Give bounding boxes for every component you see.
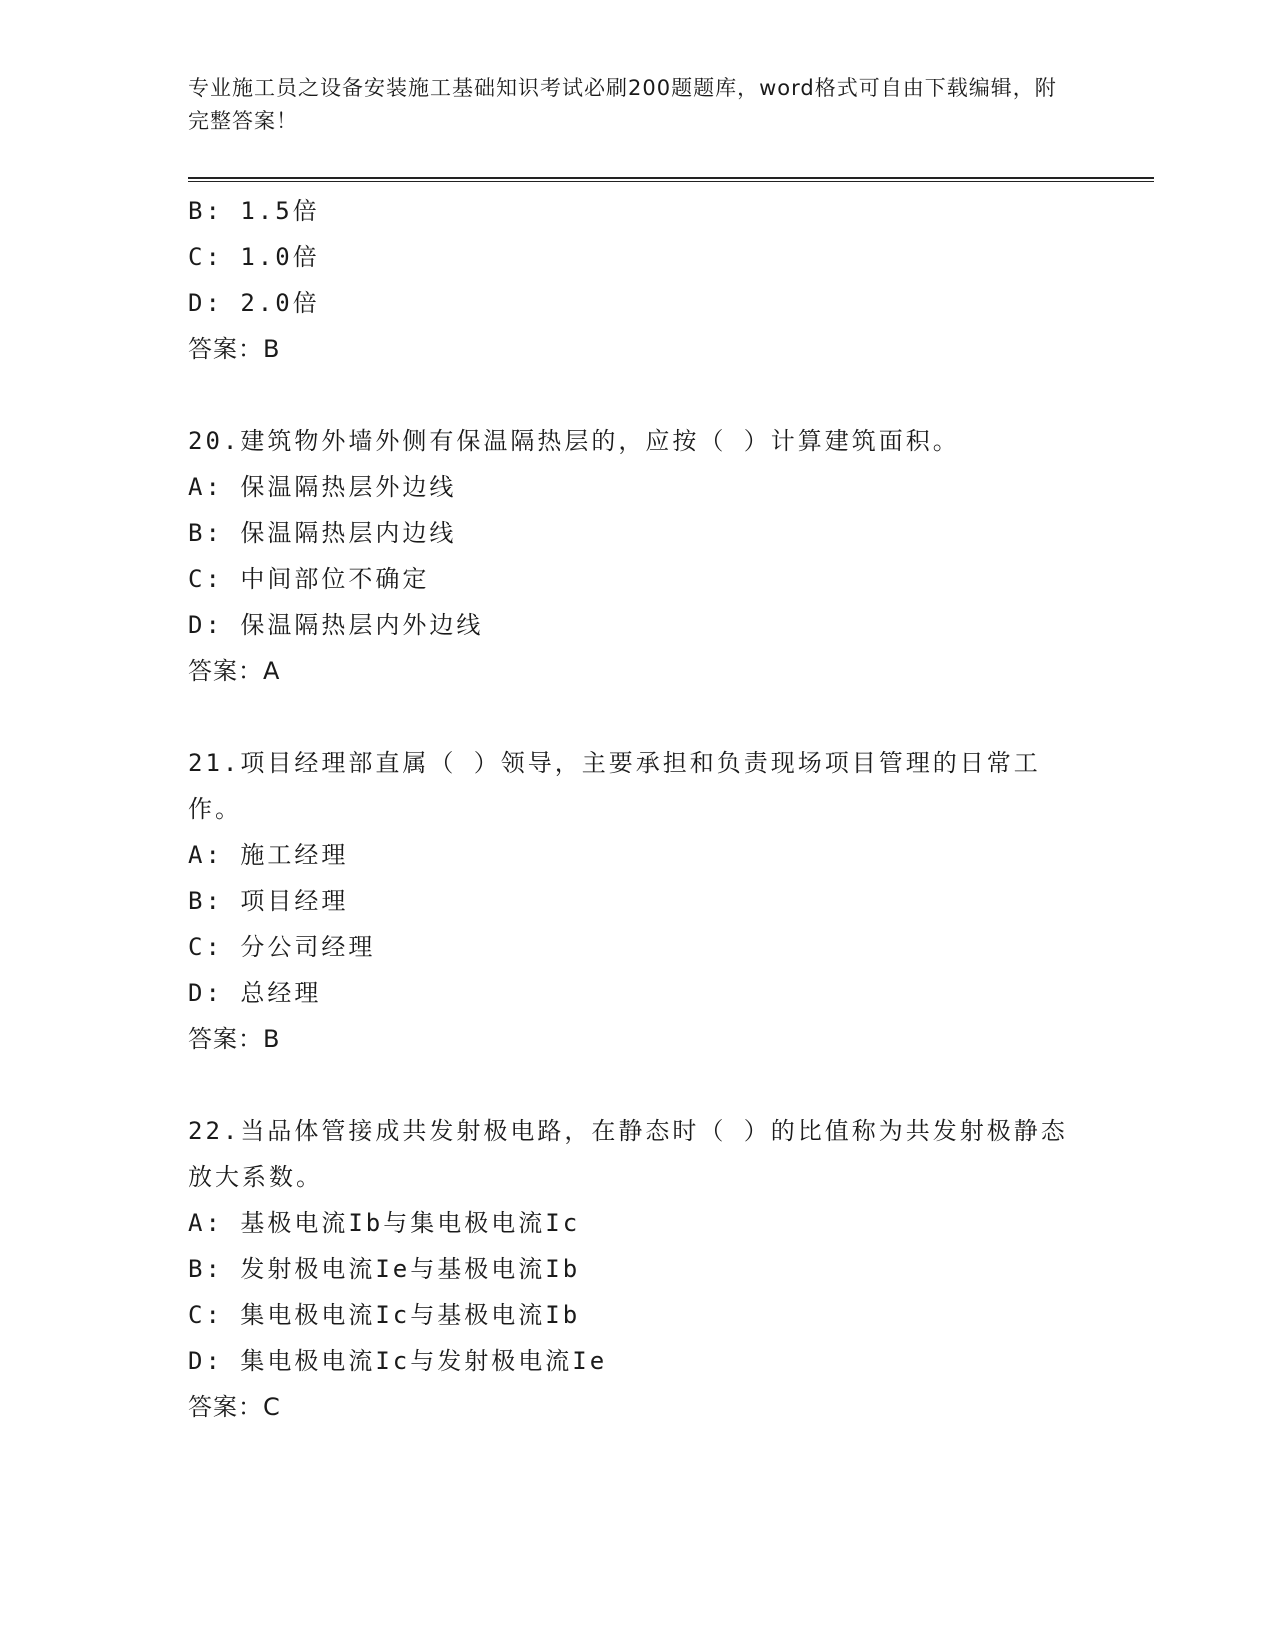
option-c: C: 中间部位不确定 (188, 565, 430, 593)
header-title: 专业施工员之设备安装施工基础知识考试必刷200题题库，word格式可自由下载编辑，附完整答案！ (188, 76, 1057, 133)
answer-line: 答案：A (188, 657, 281, 685)
option-a: A: 保温隔热层外边线 (188, 473, 457, 501)
option-b: B: 项目经理 (188, 887, 349, 915)
answer-line: 答案：C (188, 1393, 281, 1421)
question-text: 20.建筑物外墙外侧有保温隔热层的，应按（ ）计算建筑面积。 (188, 427, 960, 455)
question-block-20 (188, 418, 1088, 694)
option-d: D: 保温隔热层内外边线 (188, 611, 484, 639)
question-block-partial (188, 188, 1088, 372)
header-divider (188, 177, 1154, 182)
question-text: 21.项目经理部直属（ ）领导，主要承担和负责现场项目管理的日常工作。 (188, 749, 1041, 823)
option-b: B: 发射极电流Ie与基极电流Ib (188, 1255, 581, 1283)
option-d: D: 2.0倍 (188, 289, 320, 317)
option-b: B: 1.5倍 (188, 197, 320, 225)
question-block-22 (188, 1108, 1088, 1430)
option-d: D: 总经理 (188, 979, 322, 1007)
option-b: B: 保温隔热层内边线 (188, 519, 457, 547)
option-d: D: 集电极电流Ic与发射极电流Ie (188, 1347, 608, 1375)
option-c: C: 1.0倍 (188, 243, 320, 271)
question-block-21 (188, 740, 1088, 1062)
answer-line: 答案：B (188, 1025, 281, 1053)
document-header (188, 72, 1078, 138)
option-a: A: 基极电流Ib与集电极电流Ic (188, 1209, 581, 1237)
answer-line: 答案：B (188, 335, 281, 363)
option-c: C: 分公司经理 (188, 933, 376, 961)
question-list (188, 188, 1088, 1430)
option-c: C: 集电极电流Ic与基极电流Ib (188, 1301, 581, 1329)
option-a: A: 施工经理 (188, 841, 349, 869)
question-text: 22.当品体管接成共发射极电路，在静态时（ ）的比值称为共发射极静态放大系数。 (188, 1117, 1068, 1191)
